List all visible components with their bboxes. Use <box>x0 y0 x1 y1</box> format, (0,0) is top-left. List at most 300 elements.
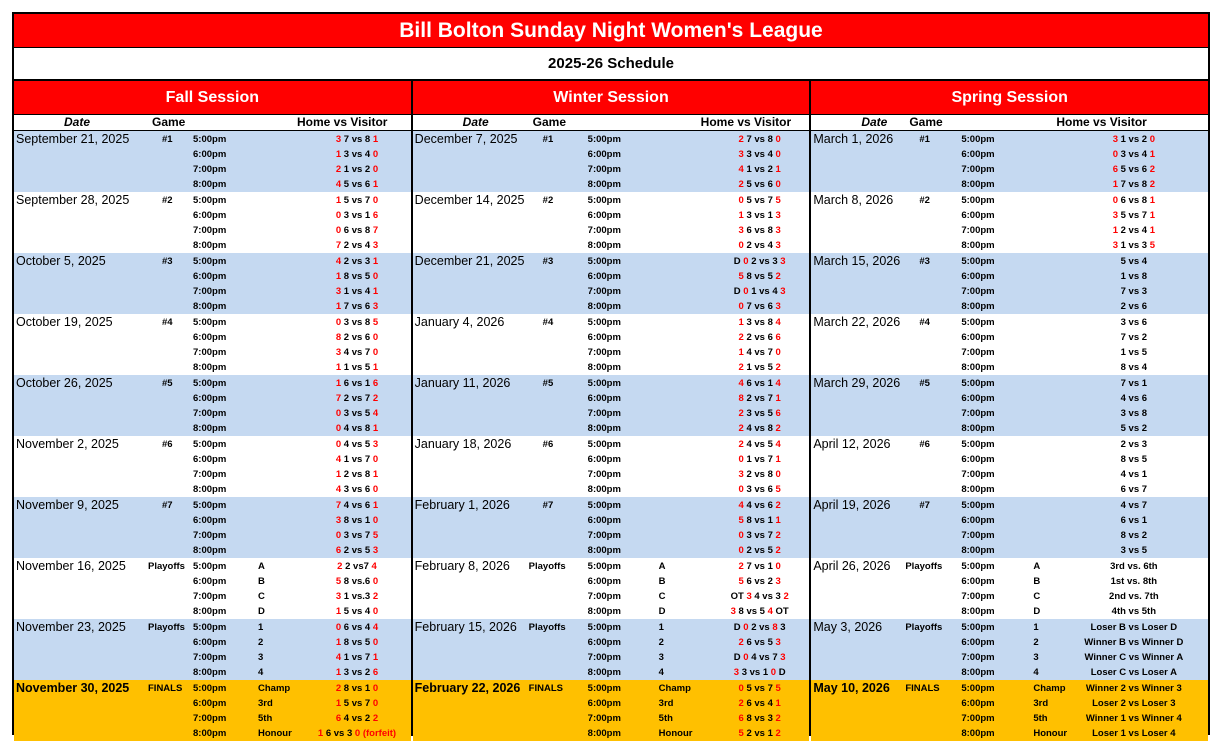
matchup <box>706 345 814 360</box>
teams: 1 vs 7 <box>343 454 373 465</box>
match-time: 5:00pm <box>587 622 621 633</box>
teams: 3 vs 2 <box>343 667 373 678</box>
score: 3 <box>335 286 344 297</box>
game-number: #4 <box>919 317 930 328</box>
match-row <box>413 543 810 558</box>
match-label: 5th <box>658 713 673 724</box>
match-row <box>811 208 1208 223</box>
matchup <box>1061 513 1206 528</box>
match-time: 8:00pm <box>587 301 621 312</box>
matchup <box>302 650 412 665</box>
score: 0 <box>372 683 379 694</box>
score: 0 <box>738 484 747 495</box>
match-row <box>811 726 1208 741</box>
matchup <box>1061 421 1206 436</box>
week-date: April 26, 2026 <box>813 559 891 573</box>
score: 1 <box>335 271 344 282</box>
match-label: 2 <box>658 637 664 648</box>
week-date: January 4, 2026 <box>414 315 505 329</box>
matchup <box>302 665 412 680</box>
week-date: October 5, 2025 <box>16 254 106 268</box>
teams: 6 vs 8 <box>746 225 776 236</box>
session-header: Fall Session <box>14 81 411 115</box>
matchup <box>706 238 814 253</box>
score: 0 <box>335 439 344 450</box>
week-date: December 7, 2025 <box>414 132 518 146</box>
match-row <box>14 254 411 269</box>
game-number: #3 <box>162 256 173 267</box>
match-row <box>14 574 411 589</box>
match-time: 5:00pm <box>587 378 621 389</box>
game-column-header: Game <box>152 115 186 129</box>
match-row <box>413 391 810 406</box>
week-block <box>413 619 810 680</box>
teams: 7 vs 1 <box>1120 378 1148 389</box>
week-date: May 10, 2026 <box>813 681 890 695</box>
teams: 3 vs 7 <box>746 530 776 541</box>
score: 0 <box>335 423 344 434</box>
matchup <box>302 726 412 741</box>
match-row <box>413 589 810 604</box>
match-row <box>811 376 1208 391</box>
match-time: 5:00pm <box>961 683 995 694</box>
teams: 1 vs 2 <box>343 164 373 175</box>
match-time: 5:00pm <box>193 683 227 694</box>
match-label: B <box>1033 576 1041 587</box>
score: 2 <box>775 500 781 511</box>
score: 1 <box>372 362 379 373</box>
matchup <box>1061 681 1206 696</box>
score: 0 <box>743 256 752 267</box>
teams: 4 vs 7 <box>343 347 373 358</box>
teams: 8 vs 5 <box>343 637 373 648</box>
match-row <box>14 238 411 253</box>
match-row <box>413 559 810 574</box>
match-row <box>14 345 411 360</box>
teams: 1 vs 2 <box>746 164 776 175</box>
match-time: 6:00pm <box>193 393 227 404</box>
game-number: Playoffs <box>528 622 566 633</box>
score: 7 <box>372 225 379 236</box>
match-label: 1 <box>1033 622 1039 633</box>
week-block <box>14 375 411 436</box>
match-time: 5:00pm <box>961 561 995 572</box>
teams: 8 vs 1 <box>746 515 776 526</box>
score: 6 <box>372 210 379 221</box>
match-row <box>14 391 411 406</box>
teams: 7 vs 8 <box>343 134 373 145</box>
match-row <box>14 604 411 619</box>
matchup <box>302 620 412 635</box>
match-time: 7:00pm <box>587 408 621 419</box>
score: 3 <box>738 225 747 236</box>
game-number: FINALS <box>905 683 940 694</box>
match-time: 5:00pm <box>587 500 621 511</box>
match-time: 5:00pm <box>961 439 995 450</box>
score: 5 <box>775 195 781 206</box>
score: 3 <box>738 469 747 480</box>
matchup <box>706 376 814 391</box>
score: 0 <box>335 622 344 633</box>
match-label: Champ <box>1033 683 1066 694</box>
score: 1 <box>775 164 781 175</box>
matchup <box>706 604 814 619</box>
matchup <box>302 437 412 452</box>
match-row <box>811 604 1208 619</box>
match-time: 7:00pm <box>193 347 227 358</box>
match-time: 5:00pm <box>193 561 227 572</box>
match-time: 8:00pm <box>193 240 227 251</box>
score: 4 <box>738 378 747 389</box>
score: 5 <box>372 530 379 541</box>
score: 3 <box>780 652 786 663</box>
match-time: 7:00pm <box>193 530 227 541</box>
match-time: 8:00pm <box>193 606 227 617</box>
match-time: 6:00pm <box>587 637 621 648</box>
match-row <box>811 696 1208 711</box>
match-row <box>811 635 1208 650</box>
match-time: 7:00pm <box>961 286 995 297</box>
score: 5 <box>775 484 781 495</box>
match-row <box>14 284 411 299</box>
week-block <box>811 192 1208 253</box>
match-row <box>413 208 810 223</box>
matchup <box>302 589 412 604</box>
matchup <box>1061 650 1206 665</box>
teams: 7 vs 2 <box>1120 332 1148 343</box>
teams: 3 vs 7 <box>343 530 373 541</box>
matchup <box>302 315 412 330</box>
teams: 4 vs 7 <box>746 347 776 358</box>
match-row <box>413 238 810 253</box>
match-row <box>811 681 1208 696</box>
match-time: 5:00pm <box>193 317 227 328</box>
score: 7 <box>335 500 344 511</box>
match-row <box>811 482 1208 497</box>
match-row <box>413 299 810 314</box>
match-row <box>14 467 411 482</box>
score: 5 <box>335 576 344 587</box>
matchup <box>706 559 814 574</box>
teams: D <box>733 652 744 663</box>
match-row <box>14 406 411 421</box>
week-date: March 15, 2026 <box>813 254 901 268</box>
match-row <box>413 269 810 284</box>
score: 1 <box>1112 225 1121 236</box>
teams: 4 vs 7 <box>1120 500 1148 511</box>
score: 2 <box>372 591 379 602</box>
game-number: #1 <box>542 134 554 145</box>
match-row <box>413 406 810 421</box>
score: 0 <box>738 240 747 251</box>
matchup <box>1061 482 1206 497</box>
score: 3 <box>372 240 379 251</box>
score: 1 <box>738 210 747 221</box>
matchup <box>706 315 814 330</box>
column-header-row <box>413 115 810 131</box>
week-block <box>811 436 1208 497</box>
matchup <box>1061 238 1206 253</box>
matchup <box>302 498 412 513</box>
match-time: 5:00pm <box>193 378 227 389</box>
match-row <box>14 452 411 467</box>
teams: 3 vs 8 <box>343 317 373 328</box>
matchup <box>706 254 814 269</box>
date-column-header: Date <box>861 115 888 129</box>
match-row <box>811 406 1208 421</box>
match-time: 8:00pm <box>587 545 621 556</box>
match-time: 8:00pm <box>193 667 227 678</box>
score: 1 <box>775 393 781 404</box>
matchup <box>302 132 412 147</box>
match-time: 7:00pm <box>193 164 227 175</box>
score: 7 <box>335 393 344 404</box>
match-row <box>811 299 1208 314</box>
match-time: 7:00pm <box>961 530 995 541</box>
match-row <box>811 437 1208 452</box>
match-row <box>413 604 810 619</box>
teams: 3 vs 5 <box>746 408 776 419</box>
teams: 4 vs 8 <box>746 423 776 434</box>
game-column-header: Game <box>532 115 567 129</box>
teams: 6 vs 4 <box>343 622 373 633</box>
match-time: 7:00pm <box>193 469 227 480</box>
match-row <box>413 620 810 635</box>
matchup <box>302 452 412 467</box>
teams: Loser C vs Loser A <box>1090 667 1177 678</box>
score: 0 <box>738 195 747 206</box>
score: 1 <box>372 256 379 267</box>
teams: 5 vs 4 <box>343 606 373 617</box>
game-number: #5 <box>542 378 554 389</box>
match-row <box>14 650 411 665</box>
match-row <box>413 360 810 375</box>
week-block <box>14 497 411 558</box>
teams: 8 vs 3 <box>746 713 776 724</box>
teams: 5 vs 6 <box>1120 164 1150 175</box>
match-time: 6:00pm <box>961 332 995 343</box>
teams: 2 vs <box>751 622 773 633</box>
match-time: 8:00pm <box>193 301 227 312</box>
teams: 4th vs 5th <box>1111 606 1157 617</box>
match-row <box>413 467 810 482</box>
match-row <box>413 421 810 436</box>
match-time: 8:00pm <box>961 545 995 556</box>
score: 4 <box>738 500 747 511</box>
matchup <box>302 208 412 223</box>
teams: 6 vs 5 <box>746 637 776 648</box>
match-row <box>14 162 411 177</box>
matchup <box>1061 208 1206 223</box>
teams: 4 vs 6 <box>1120 393 1148 404</box>
score: 4 <box>738 164 747 175</box>
match-row <box>413 665 810 680</box>
week-date: April 12, 2026 <box>813 437 891 451</box>
matchup <box>706 650 814 665</box>
match-time: 6:00pm <box>587 576 621 587</box>
matchup <box>1061 376 1206 391</box>
score: 1 <box>335 667 344 678</box>
week-block <box>811 680 1208 741</box>
teams: 2 vs 4 <box>343 240 373 251</box>
teams: 3 vs 8 <box>746 317 776 328</box>
score: 0 <box>335 317 344 328</box>
score: 3 <box>733 667 742 678</box>
game-number: #7 <box>919 500 930 511</box>
match-time: 7:00pm <box>587 591 621 602</box>
game-number: #3 <box>542 256 554 267</box>
league-title: Bill Bolton Sunday Night Women's League <box>14 14 1208 48</box>
teams: 5 vs 7 <box>343 195 373 206</box>
score: 3 <box>746 591 755 602</box>
score: 6 <box>372 667 379 678</box>
match-time: 8:00pm <box>587 667 621 678</box>
score: 3 <box>780 256 786 267</box>
week-date: December 21, 2025 <box>414 254 525 268</box>
teams: 5 vs 7 <box>1120 210 1150 221</box>
match-time: 8:00pm <box>961 484 995 495</box>
score: 1 <box>775 454 781 465</box>
matchup <box>1061 665 1206 680</box>
match-row <box>413 254 810 269</box>
score: 3 <box>335 515 344 526</box>
week-block <box>413 314 810 375</box>
week-block <box>413 558 810 619</box>
match-row <box>811 162 1208 177</box>
score: 2 <box>775 530 781 541</box>
score: 8 <box>772 622 781 633</box>
teams: 4 vs 5 <box>343 439 373 450</box>
match-row <box>14 665 411 680</box>
match-row <box>14 299 411 314</box>
matchup <box>302 467 412 482</box>
match-row <box>811 498 1208 513</box>
matchup <box>1061 559 1206 574</box>
home-vs-visitor-header: Home vs Visitor <box>297 115 388 129</box>
matchup <box>1061 620 1206 635</box>
matchup <box>1061 574 1206 589</box>
teams: 4 vs 2 <box>343 713 373 724</box>
match-label: 4 <box>1033 667 1039 678</box>
match-row <box>14 543 411 558</box>
teams: Loser B vs Loser D <box>1090 622 1178 633</box>
match-time: 6:00pm <box>587 393 621 404</box>
teams: Loser 2 vs Loser 3 <box>1092 698 1176 709</box>
game-number: Playoffs <box>528 561 566 572</box>
matchup <box>706 132 814 147</box>
game-number: #6 <box>162 439 173 450</box>
score: 0 <box>770 667 779 678</box>
score: 1 <box>335 301 344 312</box>
match-row <box>413 437 810 452</box>
week-date: March 1, 2026 <box>813 132 894 146</box>
match-label: Champ <box>658 683 691 694</box>
teams: 1 vs 4 <box>343 286 373 297</box>
matchup <box>706 360 814 375</box>
teams: 2 vs 8 <box>746 469 776 480</box>
teams: 8 vs 5 <box>343 271 373 282</box>
score: 2 <box>738 561 747 572</box>
teams: 1 vs 7 <box>343 652 373 663</box>
teams: Winner C vs Winner A <box>1084 652 1184 663</box>
matchup <box>1061 360 1206 375</box>
score: 1 <box>1112 179 1121 190</box>
score: 4 <box>372 622 379 633</box>
score: 0 <box>335 225 344 236</box>
match-time: 8:00pm <box>587 728 621 739</box>
score: 1 <box>335 195 344 206</box>
match-time: 5:00pm <box>193 134 227 145</box>
matchup <box>302 162 412 177</box>
score: 6 <box>335 713 344 724</box>
match-row <box>14 559 411 574</box>
match-row <box>811 543 1208 558</box>
matchup <box>706 406 814 421</box>
teams: 4 vs 5 <box>746 439 776 450</box>
match-time: 7:00pm <box>961 347 995 358</box>
teams: 8 vs 1 <box>343 515 373 526</box>
matchup <box>706 681 814 696</box>
teams: 4 vs 3 <box>754 591 784 602</box>
week-block <box>413 253 810 314</box>
teams: 8 vs 5 <box>746 271 776 282</box>
week-date: October 19, 2025 <box>16 315 113 329</box>
match-time: 8:00pm <box>961 606 995 617</box>
matchup <box>1061 193 1206 208</box>
matchup <box>302 681 412 696</box>
score: 2 <box>738 423 747 434</box>
matchup <box>302 604 412 619</box>
teams: 7 vs 3 <box>1120 286 1148 297</box>
match-time: 8:00pm <box>587 606 621 617</box>
score: 2 <box>335 683 344 694</box>
match-row <box>14 681 411 696</box>
match-time: 8:00pm <box>587 179 621 190</box>
week-block <box>413 375 810 436</box>
teams: 7 vs 1 <box>746 561 776 572</box>
game-number: #2 <box>162 195 173 206</box>
teams: Winner B vs Winner D <box>1084 637 1184 648</box>
score: 0 <box>372 698 379 709</box>
match-row <box>14 315 411 330</box>
match-row <box>811 467 1208 482</box>
match-row <box>413 193 810 208</box>
match-label: C <box>258 591 265 602</box>
match-time: 6:00pm <box>587 515 621 526</box>
teams: 1 vs.3 <box>343 591 373 602</box>
score: 4 <box>775 378 781 389</box>
week-block <box>811 131 1208 192</box>
column-header-row <box>14 115 411 131</box>
score: 1 <box>335 637 344 648</box>
match-row <box>14 635 411 650</box>
match-time: 7:00pm <box>193 713 227 724</box>
match-row <box>413 223 810 238</box>
teams: 3 vs 6 <box>746 484 776 495</box>
match-row <box>413 177 810 192</box>
score: 1 <box>1149 225 1155 236</box>
match-row <box>14 696 411 711</box>
teams: 5 vs 7 <box>746 683 776 694</box>
matchup <box>1061 284 1206 299</box>
match-time: 6:00pm <box>961 149 995 160</box>
match-row <box>811 193 1208 208</box>
match-label: 1 <box>658 622 664 633</box>
matchup <box>302 254 412 269</box>
score: 0 <box>372 606 379 617</box>
match-time: 7:00pm <box>587 713 621 724</box>
score: 4 <box>335 454 344 465</box>
